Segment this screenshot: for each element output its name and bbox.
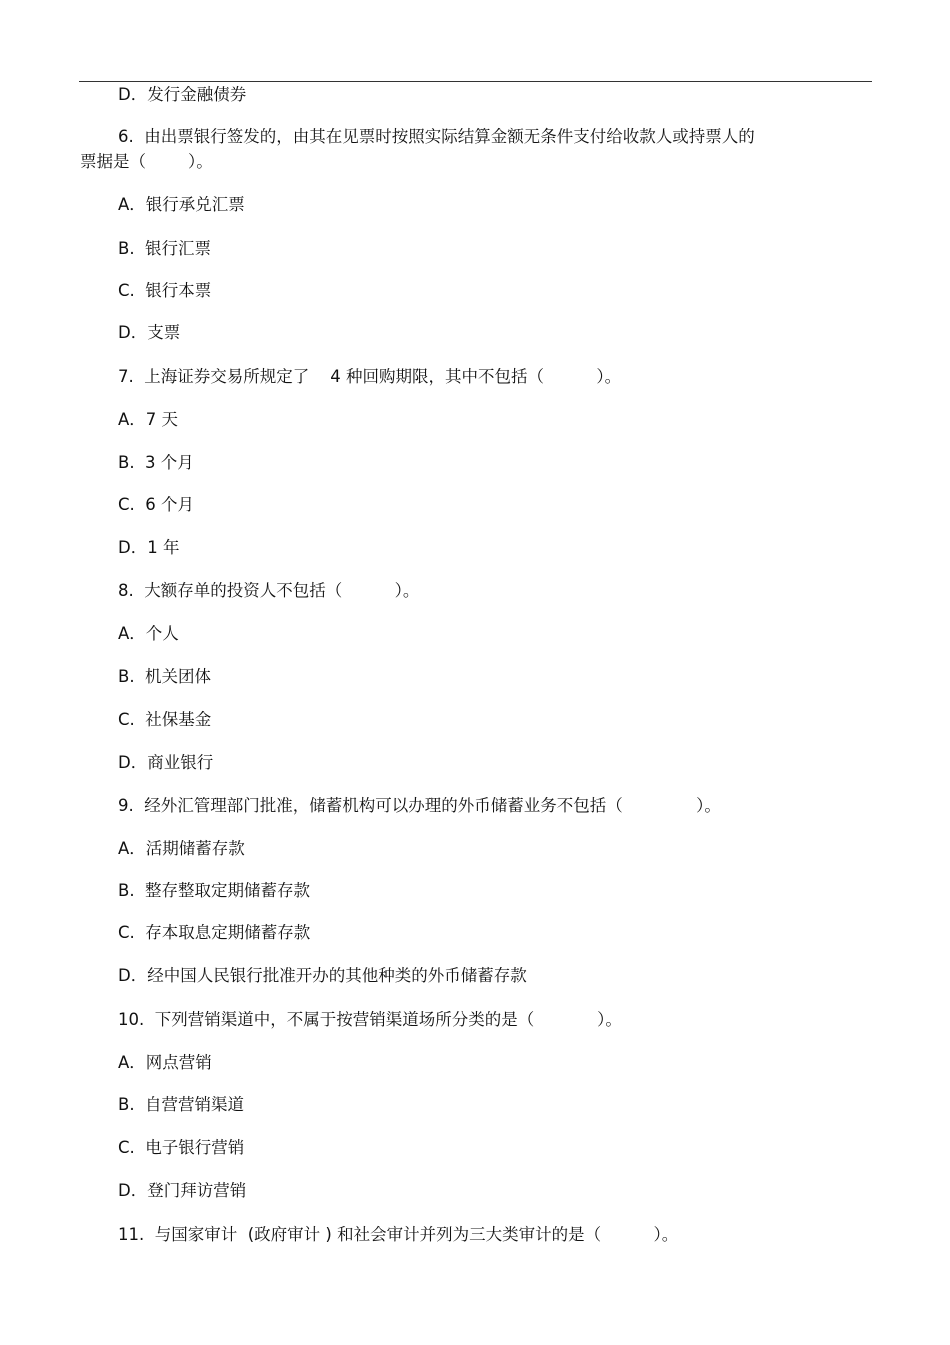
option-10a: A．网点营销 xyxy=(118,1053,212,1072)
option-7a: A．7 天 xyxy=(118,410,179,429)
option-5d: D．发行金融债券 xyxy=(118,85,247,104)
question-8: 8. 大额存单的投资人不包括（ ）。 xyxy=(118,581,420,600)
option-6b: B. 银行汇票 xyxy=(118,239,212,258)
option-6d: D．支票 xyxy=(118,323,181,342)
option-9a: A．活期储蓄存款 xyxy=(118,839,245,858)
option-10c: C. 电子银行营销 xyxy=(118,1138,245,1157)
question-10: 10. 下列营销渠道中，不属于按营销渠道场所分类的是（ ）。 xyxy=(118,1010,622,1029)
option-7c: C. 6 个月 xyxy=(118,495,194,514)
question-6-line-1: 6. 由出票银行签发的，由其在见票时按照实际结算金额无条件支付给收款人或持票人的 xyxy=(118,127,755,146)
option-8c: C. 社保基金 xyxy=(118,710,212,729)
option-8b: B. 机关团体 xyxy=(118,667,212,686)
header-rule xyxy=(79,81,872,82)
question-6-line-2: 票据是（ ）。 xyxy=(80,152,213,171)
option-10d: D．登门拜访营销 xyxy=(118,1181,247,1200)
option-7d: D．1 年 xyxy=(118,538,180,557)
option-8d: D．商业银行 xyxy=(118,753,214,772)
question-9: 9. 经外汇管理部门批准，储蓄机构可以办理的外币储蓄业务不包括（ ）。 xyxy=(118,796,721,815)
question-7: 7. 上海证券交易所规定了 4 种回购期限，其中不包括（ ）。 xyxy=(118,367,622,386)
question-11: 11. 与国家审计 (政府审计 ) 和社会审计并列为三大类审计的是（ ）。 xyxy=(118,1225,679,1244)
option-9c: C. 存本取息定期储蓄存款 xyxy=(118,923,311,942)
option-7b: B. 3 个月 xyxy=(118,453,194,472)
option-9d: D．经中国人民银行批准开办的其他种类的外币储蓄存款 xyxy=(118,966,527,985)
option-8a: A．个人 xyxy=(118,624,179,643)
option-6a: A．银行承兑汇票 xyxy=(118,195,245,214)
option-6c: C. 银行本票 xyxy=(118,281,212,300)
option-10b: B. 自营营销渠道 xyxy=(118,1095,245,1114)
option-9b: B. 整存整取定期储蓄存款 xyxy=(118,881,311,900)
